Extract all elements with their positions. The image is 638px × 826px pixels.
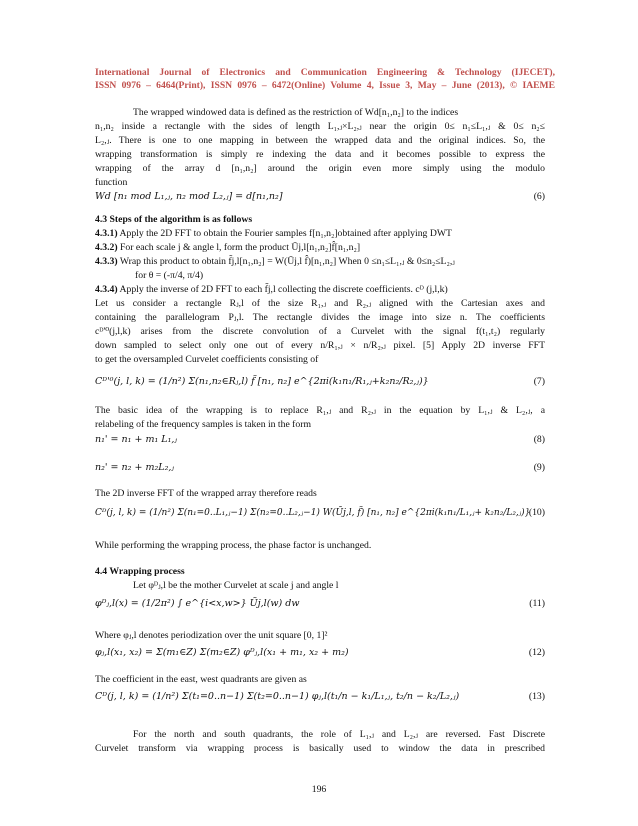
equation-number: (8) [533,434,545,445]
paragraph-line: wrapping of the array d [n₁,n₂] around the origin even more simply using the modulo [95,163,545,174]
step-item [95,256,455,268]
paragraph-line: L₂,ⱼ. There is one to one mapping in between the wrapped data and the original indices. So, the [95,135,545,146]
step-number: 4.3.2) [95,242,118,253]
equation-10: Cᴰ(j, l, k) = (1/n²) Σ(n₁=0..L₁,ⱼ−1) Σ(n₂=0..L₂,ⱼ−1) W(Ũj,l, f̃) [n₁, n₂] e^{2πi(k₁n₁/L₁,ⱼ+ k₂n₂/L₂,ⱼ)} [95,508,531,518]
equation-number: (6) [533,191,545,202]
paragraph-line: n₁,n₂ inside a rectangle with the sides of length L₁,ⱼ×L₂,ⱼ near the origin 0≤ n₁≤L₁,ⱼ & 0≤ n₂≤ [95,121,545,132]
paragraph-line: Let us consider a rectangle Rⱼ,l of the size R₁,ⱼ and R₂,ⱼ aligned with the Cartesian axes and [95,298,545,309]
paragraph-line: The wrapped windowed data is defined as the restriction of Wd[n₁,n₂] to the indices [133,107,459,118]
paragraph-line: cᴰ'⁰(j,l,k) arises from the discrete convolution of a Curvelet with the signal f(t₁,t₂) regularly [95,326,545,337]
step-item [95,242,360,254]
section-heading: 4.3 Steps of the algorithm is as follows [95,214,253,225]
equation-number: (11) [529,598,545,609]
paragraph-line: The basic idea of the wrapping is to replace R₁,ⱼ and R₂,ⱼ in the equation by L₁,ⱼ & L₂,ⱼ, a [95,405,545,416]
equation-11: φᴰⱼ,l(x) = (1/2π²) ∫ e^{i<x,w>} Ũj,l(w) dw [95,598,300,609]
step-number: 4.3.3) [95,256,118,267]
paragraph-line: While performing the wrapping process, the phase factor is unchanged. [95,540,372,551]
paragraph-line: Where φⱼ,l denotes periodization over the unit square [0, 1]² [95,630,328,641]
section-heading: 4.4 Wrapping process [95,566,185,577]
equation-number: (7) [533,376,545,387]
paragraph-line: Curvelet transform via wrapping process is basically used to window the data in prescribed [95,743,545,754]
paragraph-line: Let φᴰⱼ,l be the mother Curvelet at scale j and angle l [133,580,339,591]
step-text: Apply the 2D FFT to obtain the Fourier samples f[n₁,n₂]obtained after applying DWT [117,228,452,239]
paragraph-line: containing the parallelogram Pⱼ,l. The rectangle divides the image into size n. The coefficients [95,312,545,323]
step-text: For each scale j & angle l, form the product Ũj,l[n₁,n₂]f̂[n₁,n₂] [117,242,361,253]
equation-13: Cᴰ(j, l, k) = (1/n²) Σ(t₁=0..n−1) Σ(t₂=0..n−1) φⱼ,l(t₁/n − k₁/L₁,ⱼ, t₂/n − k₂/L₂,ⱼ) [95,691,460,702]
journal-header-line2: ISSN 0976 – 6464(Print), ISSN 0976 – 6472(Online) Volume 4, Issue 3, May – June (2013), © IAEME [95,80,555,91]
paragraph-line: For the north and south quadrants, the role of L₁,ⱼ and L₂,ⱼ are reversed. Fast Discrete [133,729,545,740]
journal-header-line1: International Journal of Electronics and Communication Engineering & Technology (IJECET), [95,67,555,78]
journal-header [95,66,555,92]
equation-8: n₁' = n₁ + m₁ L₁,ⱼ [95,434,177,445]
paragraph-line: wrapping transformation is simply re indexing the data and it becomes possible to express the [95,149,545,160]
paragraph-line: to get the oversampled Curvelet coefficients consisting of [95,354,319,365]
paragraph-line: The coefficient in the east, west quadrants are given as [95,674,307,685]
step-item [95,228,452,240]
step-item [95,284,448,296]
equation-9: n₂' = n₂ + m₂L₂,ⱼ [95,462,174,473]
equation-12: φⱼ,l(x₁, x₂) = Σ(m₁∈Z) Σ(m₂∈Z) φᴰⱼ,l(x₁ + m₁, x₂ + m₂) [95,647,349,658]
paragraph-line: The 2D inverse FFT of the wrapped array therefore reads [95,488,317,499]
step-text: Apply the inverse of 2D FFT to each f̃j,l collecting the discrete coefficients. cᴰ (j,l,k) [117,284,448,295]
step-number: 4.3.4) [95,284,118,295]
equation-7: Cᴰ'⁰(j, l, k) = (1/n²) Σ(n₁,n₂∈Rⱼ,l) f̃ [n₁, n₂] e^{2πi(k₁n₁/R₁,ⱼ+k₂n₂/R₂,ⱼ)} [95,376,429,387]
equation-number: (12) [528,647,545,658]
page-number: 196 [311,784,327,795]
paragraph-line: relabeling of the frequency samples is taken in the form [95,419,312,430]
equation-number: (10) [528,507,545,518]
equation-number: (9) [533,462,545,473]
paragraph-line: function [95,177,128,188]
step-text: Wrap this product to obtain f̃j,l[n₁,n₂] = W(Ũj,l f̂)[n₁,n₂] When 0 ≤n₁≤L₁,ⱼ & 0≤n₂≤L₂,ⱼ [117,256,455,267]
step-continuation: for θ = (-π/4, π/4) [135,270,204,281]
equation-6: Wd [n₁ mod L₁,ⱼ, n₂ mod L₂,ⱼ] = d[n₁,n₂] [95,191,283,202]
paragraph-line: down sampled to select only one out of every n/R₁,ⱼ × n/R₂,ⱼ pixel. [5] Apply 2D inverse FFT [95,340,545,351]
step-number: 4.3.1) [95,228,118,239]
equation-number: (13) [528,691,545,702]
